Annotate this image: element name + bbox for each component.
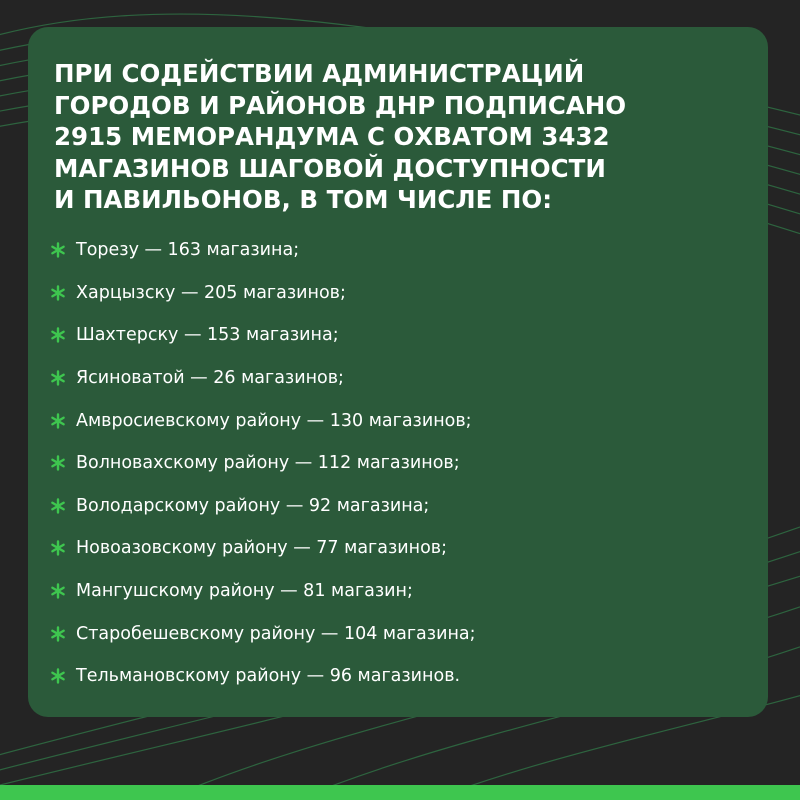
asterisk-icon <box>50 583 76 599</box>
asterisk-icon <box>50 668 76 684</box>
list-item-text: Старобешевскому району — 104 магазина; <box>76 623 476 644</box>
list-item <box>50 485 476 528</box>
list-item-text: Волновахскому району — 112 магазинов; <box>76 453 460 474</box>
list-item-text: Тельмановскому району — 96 магазинов. <box>76 666 461 687</box>
list-item <box>50 655 476 698</box>
bottom-accent-bar <box>0 785 800 800</box>
info-card <box>28 27 768 717</box>
list-item-text: Амвросиевскому району — 130 магазинов; <box>76 410 472 431</box>
asterisk-icon <box>50 413 76 429</box>
asterisk-icon <box>50 370 76 386</box>
asterisk-icon <box>50 540 76 556</box>
list-item <box>50 272 476 315</box>
asterisk-icon <box>50 242 76 258</box>
list-item <box>50 229 476 272</box>
list-item-text: Новоазовскому району — 77 магазинов; <box>76 538 448 559</box>
asterisk-icon <box>50 455 76 471</box>
list-item-text: Володарскому району — 92 магазина; <box>76 495 430 516</box>
asterisk-icon <box>50 285 76 301</box>
list-item <box>50 442 476 485</box>
list-item <box>50 527 476 570</box>
store-list <box>50 229 476 698</box>
list-item-text: Ясиноватой — 26 магазинов; <box>76 368 344 389</box>
list-item-text: Торезу — 163 магазина; <box>76 240 300 261</box>
headline: ПРИ СОДЕЙСТВИИ АДМИНИСТРАЦИЙ ГОРОДОВ И РАЙОНОВ ДНР ПОДПИСАНО 2915 МЕМОРАНДУМА С ОХВАТОМ 3432 МАГАЗИНОВ ШАГОВОЙ ДОСТУПНОСТИ И ПАВИЛЬОНОВ, В ТОМ ЧИСЛЕ ПО: <box>54 59 627 214</box>
list-item <box>50 399 476 442</box>
list-item-text: Шахтерску — 153 магазина; <box>76 325 339 346</box>
asterisk-icon <box>50 327 76 343</box>
list-item <box>50 357 476 400</box>
asterisk-icon <box>50 498 76 514</box>
list-item-text: Харцызску — 205 магазинов; <box>76 282 346 303</box>
asterisk-icon <box>50 626 76 642</box>
list-item-text: Мангушскому району — 81 магазин; <box>76 581 413 602</box>
list-item <box>50 314 476 357</box>
list-item <box>50 570 476 613</box>
list-item <box>50 612 476 655</box>
